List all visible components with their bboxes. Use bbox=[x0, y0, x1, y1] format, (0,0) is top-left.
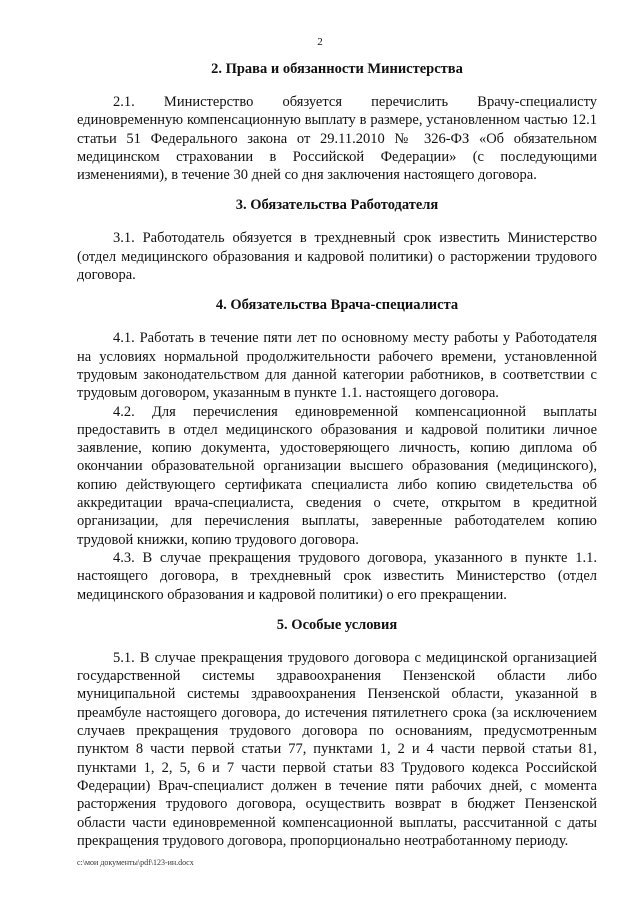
section-4-heading: 4. Обязательства Врача-специалиста bbox=[215, 297, 459, 314]
paragraph-2-1: 2.1. Министерство обязуется перечислить Врачу-специалисту единовременную компенсационную выплату в размере, установленном частью 12.1 статьи 51 Федерального закона от 29.11.2010 № 326-ФЗ «Об обязательном медицинском страховании в Российской Федерации» (с последующими изменениями), в течение 30 дней со дня заключения настоящего договора. bbox=[77, 94, 597, 184]
section-5-heading: 5. Особые условия bbox=[276, 616, 398, 633]
file-path-footer: c:\мои документы\pdf\123-ин.docx bbox=[77, 858, 194, 867]
paragraph-4-3: 4.3. В случае прекращения трудового договора, указанного в пункте 1.1. настоящего договора, в трехдневный срок известить Министерство (отдел медицинского образования и кадровой политики) о его прекращении. bbox=[77, 549, 597, 603]
section-3-heading: 3. Обязательства Работодателя bbox=[235, 197, 439, 214]
paragraph-4-1: 4.1. Работать в течение пяти лет по основному месту работы у Работодателя на условиях нормальной продолжительности рабочего времени, установленной трудовым законодательством для данной категории работников, в соответствии с трудовым договором, указанным в пункте 1.1. настоящего договора. bbox=[77, 330, 597, 402]
paragraph-5-1: 5.1. В случае прекращения трудового договора с медицинской организацией государственной системы здравоохранения Пензенской области либо муниципальной системы здравоохранения Пензенской области, указанной в преамбуле настоящего договора, до истечения пятилетнего срока (за исключением случаев прекращения трудового договора по основаниям, предусмотренным пунктом 8 части первой статьи 77, пунктами 1, 2 и 4 части первой статьи 81, пунктами 1, 2, 5, 6 и 7 части первой статьи 83 Трудового кодекса Российской Федерации) Врач-специалист должен в течение пяти рабочих дней, с момента расторжения трудового договора, осуществить возврат в бюджет Пензенской области части единовременной компенсационной выплаты, рассчитанной с даты прекращения трудового договора, пропорционально неотработанному периоду. bbox=[77, 649, 597, 849]
page-number: 2 bbox=[317, 36, 323, 48]
paragraph-4-2: 4.2. Для перечисления единовременной компенсационной выплаты предоставить в отдел медицинского образования и кадровой политики личное заявление, копию документа, удостоверяющего личность, копию диплома об окончании образовательной организации высшего образования (медицинского), копию действующего сертификата специалиста либо копию свидетельства об аккредитации врача-специалиста, сведения о счете, открытом в кредитной организации, для перечисления выплаты, заверенные работодателем копию трудовой книжки, копию трудового договора. bbox=[77, 403, 597, 548]
paragraph-3-1: 3.1. Работодатель обязуется в трехдневный срок известить Министерство (отдел медицинского образования и кадровой политики) о расторжении трудового договора. bbox=[77, 230, 597, 284]
document-body bbox=[77, 60, 597, 850]
section-2-heading: 2. Права и обязанности Министерства bbox=[211, 61, 463, 77]
